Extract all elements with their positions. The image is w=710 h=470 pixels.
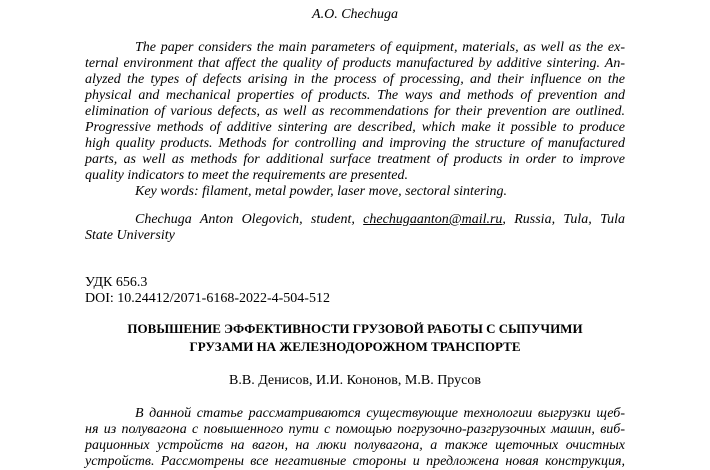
article-title-line-2: ГРУЗАМИ НА ЖЕЛЕЗНОДОРОЖНОМ ТРАНСПОРТЕ <box>189 339 521 354</box>
article-abstract-line-1: В данной статье рассматриваются существующие технологии выгрузки щеб- <box>135 406 625 421</box>
author-info-prefix: Chechuga Anton Olegovich, student, <box>135 212 364 227</box>
abstract-line-8: parts, as well as methods for additional surface treatment of products in order to improve <box>85 152 625 167</box>
article-abstract-line-3: рационных устройств на вагон, на люки полувагона, а также щеточных очистных <box>85 438 625 453</box>
article-abstract-line-4: устройств. Рассмотрены все негативные стороны и предложена новая конструкция, <box>85 454 625 469</box>
doi-line: DOI: 10.24412/2071-6168-2022-4-504-512 <box>85 291 330 306</box>
author-info-line-1 <box>135 212 625 228</box>
udk-code: УДК 656.3 <box>85 275 148 290</box>
abstract-line-9: quality indicators to meet the requirements are presented. <box>85 168 408 183</box>
article-title-line-1: ПОВЫШЕНИЕ ЭФФЕКТИВНОСТИ ГРУЗОВОЙ РАБОТЫ С СЫПУЧИМИ <box>127 321 583 336</box>
author-line: A.O. Chechuga <box>312 7 398 22</box>
abstract-line-7: high quality products. Methods for controlling and improving the structure of manufactured <box>85 136 625 151</box>
abstract-line-2: ternal environment that affect the quality of products manufactured by additive sintering. An- <box>85 56 625 71</box>
keywords-line: Key words: filament, metal powder, laser move, sectoral sintering. <box>135 184 507 199</box>
author-info-line-2: State University <box>85 228 175 243</box>
abstract-line-5: elimination of various defects, as well as recommendations for their prevention are outlined. <box>85 104 625 119</box>
author-email-link[interactable]: chechugaanton@mail.ru <box>363 212 503 227</box>
abstract-line-3: alyzed the types of defects arising in the process of processing, and their influence on the <box>85 72 625 87</box>
abstract-line-6: Progressive methods of additive sintering are described, which make it possible to produce <box>85 120 625 135</box>
abstract-line-4: physical and mechanical properties of products. The ways and methods of prevention and <box>85 88 625 103</box>
article-authors: В.В. Денисов, И.И. Кононов, М.В. Прусов <box>229 373 481 388</box>
abstract-line-1: The paper considers the main parameters of equipment, materials, as well as the ex- <box>135 40 625 55</box>
article-abstract-line-2: ня из полувагона с повышенного пути с помощью погрузочно-разгрузочных машин, виб- <box>85 422 625 437</box>
author-info-suffix: , Russia, Tula, Tula <box>502 212 625 227</box>
